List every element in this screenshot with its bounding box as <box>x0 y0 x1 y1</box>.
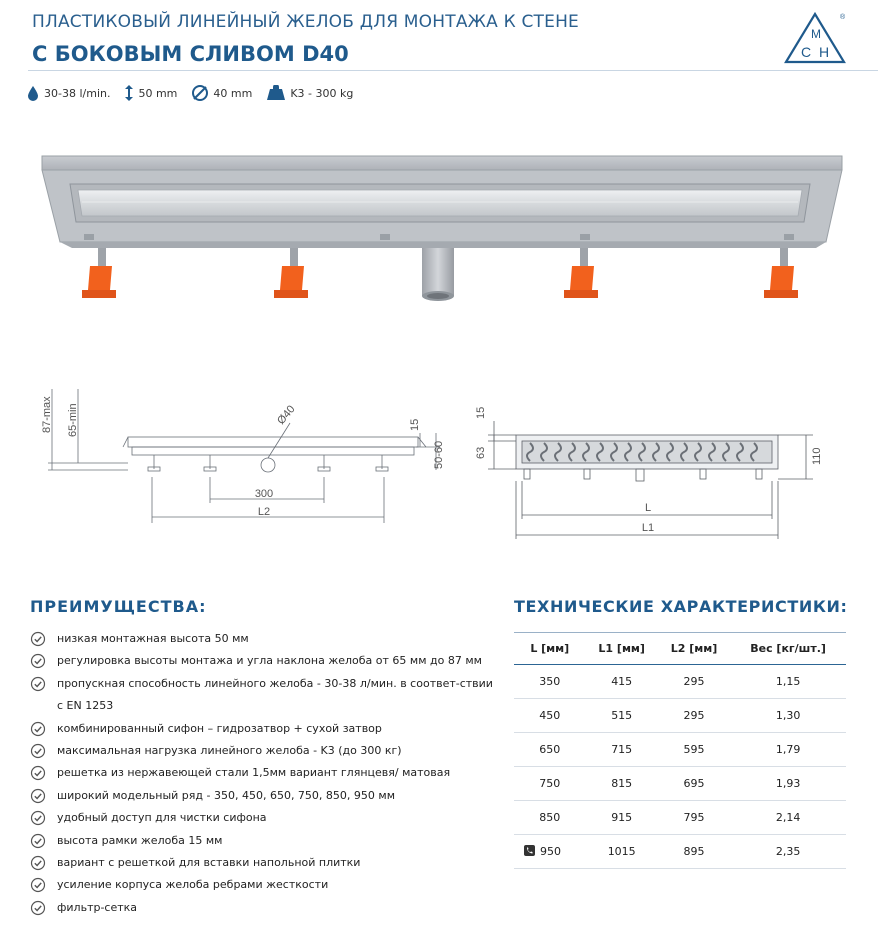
height-arrow-icon <box>124 84 134 102</box>
table-row <box>514 699 846 733</box>
check-circle-icon <box>30 721 46 737</box>
spec-flow-text: 30-38 l/min. <box>44 86 111 100</box>
cell: 1,79 <box>730 733 846 767</box>
col-l: L [мм] <box>514 633 586 665</box>
cell: 450 <box>514 699 586 733</box>
dim-15-right: 15 <box>475 406 487 419</box>
list-item <box>30 874 500 896</box>
dim-110: 110 <box>811 447 823 465</box>
check-circle-icon <box>30 743 46 759</box>
list-item <box>30 785 500 807</box>
list-item <box>30 830 500 852</box>
water-drop-icon <box>26 85 40 101</box>
dim-300: 300 <box>254 488 274 500</box>
cell: 2,35 <box>730 835 846 869</box>
spec-height <box>124 84 177 102</box>
check-circle-icon <box>30 855 46 871</box>
col-l2: L2 [мм] <box>658 633 730 665</box>
list-item <box>30 762 500 784</box>
cell: 895 <box>658 835 730 869</box>
header-divider <box>28 70 878 71</box>
advantage-text: фильтр-сетка <box>57 900 138 914</box>
list-item <box>30 852 500 874</box>
spec-row <box>26 82 367 104</box>
registered-mark: ® <box>840 14 846 21</box>
dim-50-60: 50-60 <box>433 440 445 469</box>
spec-diameter <box>191 84 252 102</box>
logo-letter-c: С <box>800 44 812 60</box>
dim-15: 15 <box>409 418 421 431</box>
cell: 650 <box>514 733 586 767</box>
leg-3 <box>564 248 598 298</box>
list-item <box>30 650 500 672</box>
cell: 295 <box>658 665 730 699</box>
cell-with-icon <box>514 835 586 869</box>
advantage-text: регулировка высоты монтажа и угла наклона желоба от 65 мм до 87 мм <box>57 654 482 668</box>
check-circle-icon <box>30 833 46 849</box>
check-circle-icon <box>30 653 46 669</box>
list-item <box>30 740 500 762</box>
check-circle-icon <box>30 788 46 804</box>
dim-l1: L1 <box>641 522 655 534</box>
cell: 815 <box>586 767 658 801</box>
cell: 350 <box>514 665 586 699</box>
tech-table <box>514 632 846 869</box>
leg-4 <box>764 248 798 298</box>
advantage-text: решетка из нержавеющей стали 1,5мм вариант глянцевя/ матовая <box>57 766 451 780</box>
advantage-text: высота рамки желоба 15 мм <box>57 833 223 847</box>
check-circle-icon <box>30 765 46 781</box>
list-item <box>30 897 500 919</box>
dim-65-min: 65-min <box>67 403 79 437</box>
spec-diameter-text: 40 mm <box>213 86 253 100</box>
spec-load <box>266 85 353 101</box>
cell: 595 <box>658 733 730 767</box>
check-circle-icon <box>30 877 46 893</box>
col-weight: Вес [кг/шт.] <box>730 633 846 665</box>
cell: 850 <box>514 801 586 835</box>
front-view-drawing <box>468 395 828 540</box>
list-item <box>30 673 500 718</box>
advantages-list <box>30 628 500 919</box>
weight-icon <box>266 85 286 101</box>
cell: 415 <box>586 665 658 699</box>
check-circle-icon <box>30 631 46 647</box>
logo-letter-h: Н <box>818 44 830 60</box>
cell: 515 <box>586 699 658 733</box>
advantage-text: вариант с решеткой для вставки напольной плитки <box>57 856 361 870</box>
spec-flow <box>26 85 110 101</box>
dim-d40: Ø40 <box>275 403 298 427</box>
cell: 1015 <box>586 835 658 869</box>
advantage-text: усиление корпуса желоба ребрами жесткости <box>57 878 329 892</box>
advantages-heading: ПРЕИМУЩЕСТВА: <box>30 597 207 616</box>
table-row <box>514 801 846 835</box>
dim-87-max: 87-max <box>41 396 53 433</box>
leg-1 <box>82 248 116 298</box>
diameter-icon <box>191 84 209 102</box>
advantage-text: широкий модельный ряд - 350, 450, 650, 750, 850, 950 мм <box>57 788 396 802</box>
check-circle-icon <box>30 900 46 916</box>
cell: 715 <box>586 733 658 767</box>
cell: 2,14 <box>730 801 846 835</box>
dim-l: L <box>644 502 652 514</box>
title-line-1: ПЛАСТИКОВЫЙ ЛИНЕЙНЫЙ ЖЕЛОБ ДЛЯ МОНТАЖА К СТЕНЕ <box>32 12 579 32</box>
col-l1: L1 [мм] <box>586 633 658 665</box>
spec-load-text: K3 - 300 kg <box>290 86 354 100</box>
cell: 1,30 <box>730 699 846 733</box>
spec-height-text: 50 mm <box>138 86 178 100</box>
advantage-text: комбинированный сифон – гидрозатвор + сухой затвор <box>57 721 382 735</box>
cell-value: 950 <box>540 845 561 858</box>
title-line-2: С БОКОВЫМ СЛИВОМ D40 <box>32 42 349 66</box>
side-view-drawing <box>28 385 458 530</box>
cell: 795 <box>658 801 730 835</box>
cell: 695 <box>658 767 730 801</box>
cell: 915 <box>586 801 658 835</box>
dim-63: 63 <box>475 446 487 459</box>
phone-icon <box>524 845 535 856</box>
product-render <box>20 150 866 322</box>
table-row <box>514 835 846 869</box>
list-item <box>30 807 500 829</box>
cell: 1,15 <box>730 665 846 699</box>
cell: 1,93 <box>730 767 846 801</box>
table-row <box>514 733 846 767</box>
tech-heading: ТЕХНИЧЕСКИЕ ХАРАКТЕРИСТИКИ: <box>514 597 848 616</box>
check-circle-icon <box>30 810 46 826</box>
check-circle-icon <box>30 676 46 692</box>
leg-2 <box>274 248 308 298</box>
company-logo <box>782 10 848 66</box>
list-item <box>30 718 500 740</box>
cell: 750 <box>514 767 586 801</box>
advantage-text: пропускная способность линейного желоба - 30-38 л/мин. в соответ-ствии с EN 1253 <box>57 676 493 713</box>
advantage-text: низкая монтажная высота 50 мм <box>57 632 249 645</box>
table-header-row <box>514 633 846 665</box>
table-row <box>514 665 846 699</box>
logo-letter-m: М <box>811 27 821 41</box>
dim-l2: L2 <box>257 506 271 518</box>
advantage-text: удобный доступ для чистки сифона <box>57 811 267 825</box>
cell: 295 <box>658 699 730 733</box>
table-row <box>514 767 846 801</box>
advantage-text: максимальная нагрузка линейного желоба - K3 (до 300 кг) <box>57 744 402 758</box>
list-item <box>30 628 500 650</box>
